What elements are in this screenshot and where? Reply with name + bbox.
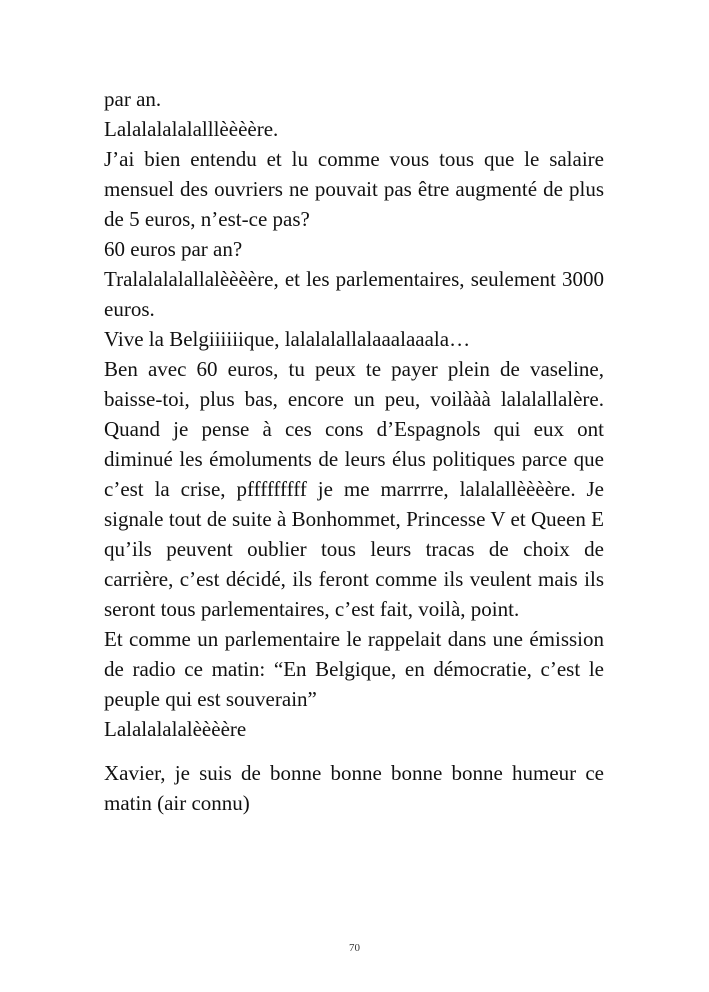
paragraph: Tralalalalallalèèèère, et les parlementaires, seulement 3000 euros. [104,267,604,321]
paragraph: 60 euros par an? [104,237,243,261]
paragraph-spacer [104,744,604,758]
paragraph: par an. [104,87,162,111]
paragraph: Lalalalalalalllèèèère. [104,117,279,141]
paragraph: Vive la Belgiiiiiique, lalalalallalaaalaaala… [104,327,471,351]
paragraph: J’ai bien entendu et lu comme vous tous que le salaire mensuel des ouvriers ne pouvait pas être augmenté de plus de 5 euros, n’est-ce pas? [104,147,604,231]
page-number: 70 [349,942,360,954]
paragraph: Lalalalalalèèèère [104,717,247,741]
body-text [104,84,604,818]
paragraph: Xavier, je suis de bonne bonne bonne bonne humeur ce matin (air connu) [104,761,604,815]
paragraph: Et comme un parlementaire le rappelait dans une émission de radio ce matin: “En Belgique, en démocratie, c’est le peuple qui est souverain” [104,627,604,711]
paragraph: Ben avec 60 euros, tu peux te payer plein de vaseline, baisse-toi, plus bas, encore un peu, voilààà lalalallalère. Quand je pense à ces cons d’Espagnols qui eux ont diminué les émoluments de leurs élus politiques parce que c’est la crise, pfffffffff je me marrrre, lalalallèèèère. Je signale tout de suite à Bonhommet, Princesse V et Queen E qu’ils peuvent oublier tous leurs tracas de choix de carrière, c’est décidé, ils feront comme ils veulent mais ils seront tous parlementaires, c’est fait, voilà, point. [104,357,604,621]
